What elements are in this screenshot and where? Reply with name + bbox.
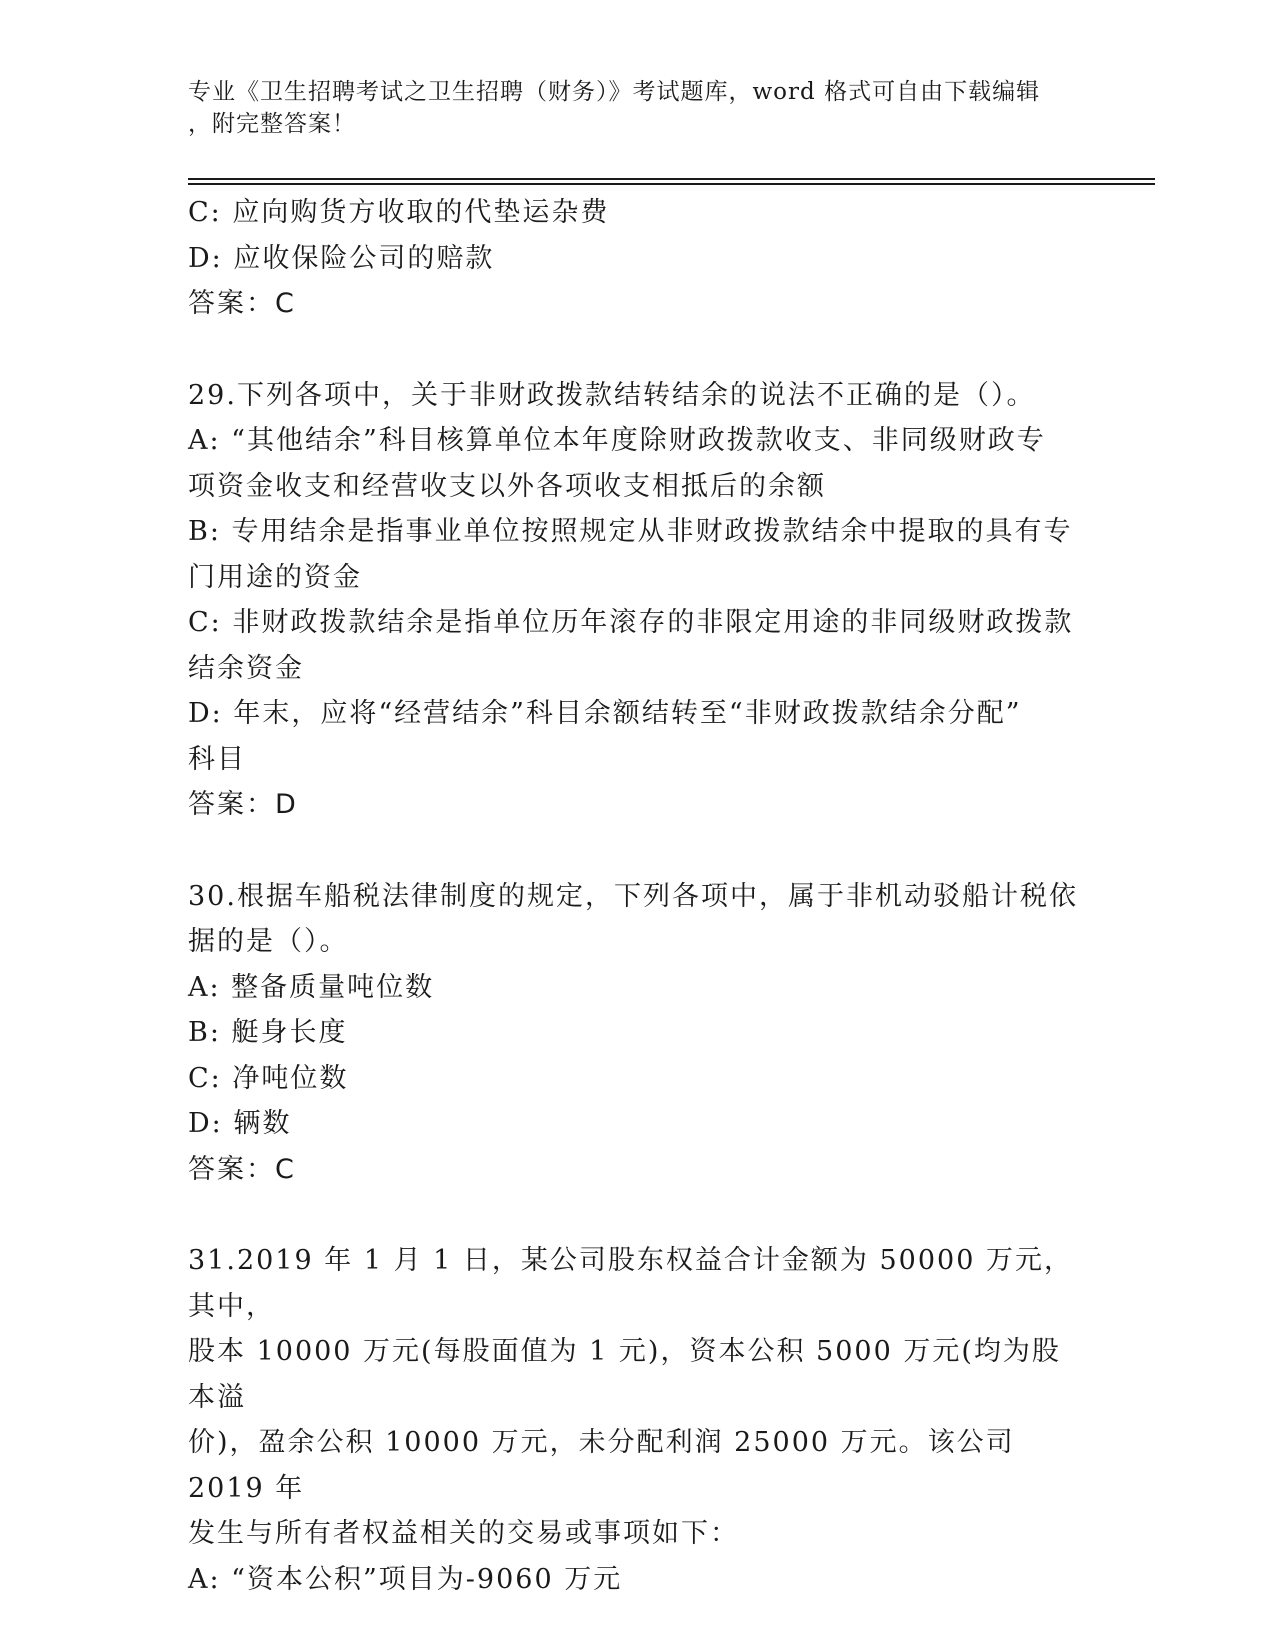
- header-divider-top: [188, 178, 1155, 180]
- question-content: [188, 190, 1078, 1602]
- q30-option-d: D: 辆数: [188, 1108, 292, 1139]
- spacer: [188, 1192, 1078, 1238]
- q29-option-a-line-1: A: “其他结余”科目核算单位本年度除财政拨款收支、非同级财政专: [188, 425, 1046, 456]
- q30-stem-line-2: 据的是（）。: [188, 926, 349, 957]
- header-divider-bottom: [188, 183, 1155, 185]
- spacer: [188, 828, 1078, 874]
- q29-option-c-line-2: 结余资金: [188, 652, 304, 684]
- q30-option-c: C: 净吨位数: [188, 1062, 349, 1094]
- q29-option-b-line-2: 门用途的资金: [188, 561, 362, 593]
- page-header: [188, 76, 1068, 140]
- q30-option-b: B: 艇身长度: [188, 1017, 348, 1048]
- q30-stem-line-1: 30.根据车船税法律制度的规定，下列各项中，属于非机动驳船计税依: [188, 880, 1078, 912]
- q29-stem: 29.下列各项中，关于非财政拨款结转结余的说法不正确的是（）。: [188, 379, 1036, 411]
- q31-stem-line-3: 价)，盈余公积 10000 万元，未分配利润 25000 万元。该公司 2019 年: [188, 1427, 1015, 1504]
- spacer: [188, 327, 1078, 373]
- q28-option-c: C: 应向购货方收取的代垫运杂费: [188, 197, 610, 228]
- q29-option-a-line-2: 项资金收支和经营收支以外各项收支相抵后的余额: [188, 470, 826, 502]
- q30-option-a: A: 整备质量吨位数: [188, 971, 435, 1003]
- q29-option-b-line-1: B: 专用结余是指事业单位按照规定从非财政拨款结余中提取的具有专: [188, 516, 1073, 547]
- q31-option-a: A: “资本公积”项目为-9060 万元: [188, 1563, 623, 1595]
- q29-option-d-line-1: D: 年末，应将“经营结余”科目余额结转至“非财政拨款结余分配”: [188, 698, 1022, 729]
- q31-stem-line-2: 股本 10000 万元(每股面值为 1 元)，资本公积 5000 万元(均为股本溢: [188, 1336, 1061, 1413]
- header-line-2: ，附完整答案！: [188, 111, 356, 137]
- q28-answer: 答案：C: [188, 288, 296, 319]
- q29-option-c-line-1: C: 非财政拨款结余是指单位历年滚存的非限定用途的非同级财政拨款: [188, 607, 1074, 638]
- q31-stem-line-4: 发生与所有者权益相关的交易或事项如下：: [188, 1518, 739, 1549]
- q31-stem-line-1: 31.2019 年 1 月 1 日，某公司股东权益合计金额为 50000 万元，其中，: [188, 1245, 1073, 1322]
- header-line-1: 专业《卫生招聘考试之卫生招聘（财务）》考试题库，word 格式可自由下载编辑: [188, 79, 1041, 105]
- q29-option-d-line-2: 科目: [188, 743, 246, 775]
- q30-answer: 答案：C: [188, 1153, 296, 1185]
- q29-answer: 答案：D: [188, 789, 298, 820]
- q28-option-d: D: 应收保险公司的赔款: [188, 242, 495, 274]
